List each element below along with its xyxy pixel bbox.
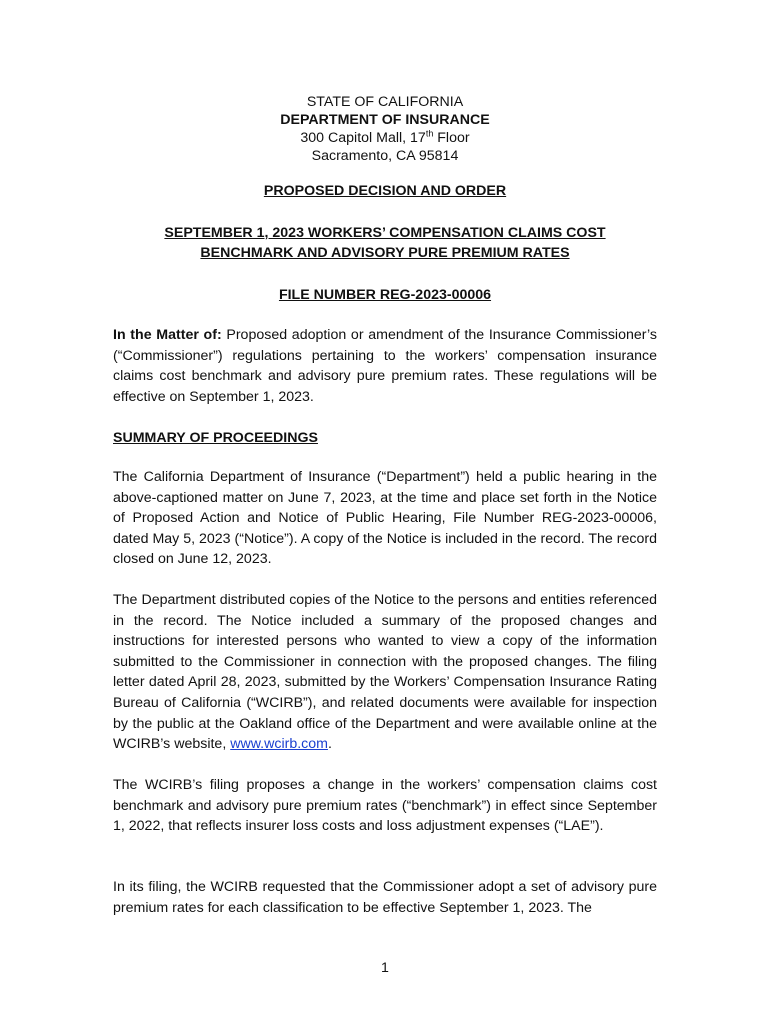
- state-name: STATE OF CALIFORNIA: [306, 94, 464, 110]
- paragraph-notice: The Department distributed copies of the Notice to the persons and entities referenced in the record. The Notice included a summary of the proposed changes and instructions for interested persons who wanted to view a copy of the information submitted to the Commissioner in connection with the proposed changes. The filing letter dated April 28, 2023, submitted by the Workers’ Compensation Insurance Rating Bureau of California (“WCIRB”), and related documents were available for inspection by the public at the Oakland office of the Department and were available online at the WCIRB’s website, www.wcirb.com.: [113, 592, 657, 753]
- page-number: 1: [381, 960, 389, 976]
- address-line: 300 Capitol Mall, 17th Floor: [300, 128, 470, 146]
- wcirb-website-link[interactable]: www.wcirb.com: [230, 736, 328, 753]
- document-title: PROPOSED DECISION AND ORDER: [263, 183, 507, 199]
- matter-lead: In the Matter of:: [113, 327, 222, 343]
- department-name: DEPARTMENT OF INSURANCE: [280, 112, 490, 128]
- letterhead: [0, 93, 770, 165]
- city-line: Sacramento, CA 95814: [311, 148, 459, 164]
- paragraph-request: In its filing, the WCIRB requested that the Commissioner adopt a set of advisory pure premium rates for each classification to be effective September 1, 2023. The: [113, 879, 657, 916]
- matter-text: Proposed adoption or amendment of the Insurance Commissioner’s (“Commissioner”) regulations pertaining to the workers’ compensation insurance claims cost benchmark and advisory pure premium rates. These regulations will be effective on September 1, 2023.: [113, 327, 657, 405]
- subtitle-line-2: BENCHMARK AND ADVISORY PURE PREMIUM RATES: [200, 245, 570, 261]
- paragraph-filing: The WCIRB’s filing proposes a change in the workers’ compensation claims cost benchmark and advisory pure premium rates (“benchmark”) in effect since September 1, 2022, that reflects insurer loss costs and loss adjustment expenses (“LAE”).: [113, 777, 657, 835]
- subtitle-line-1: SEPTEMBER 1, 2023 WORKERS’ COMPENSATION CLAIMS COST: [164, 225, 606, 241]
- summary-heading: SUMMARY OF PROCEEDINGS: [113, 430, 318, 446]
- matter-paragraph: [113, 325, 657, 407]
- paragraph-hearing: The California Department of Insurance (“Department”) held a public hearing in the above-captioned matter on June 7, 2023, at the time and place set forth in the Notice of Proposed Action and Notice of Public Hearing, File Number REG-2023-00006, dated May 5, 2023 (“Notice”). A copy of the Notice is included in the record. The record closed on June 12, 2023.: [113, 469, 657, 568]
- file-number: FILE NUMBER REG-2023-00006: [278, 287, 492, 303]
